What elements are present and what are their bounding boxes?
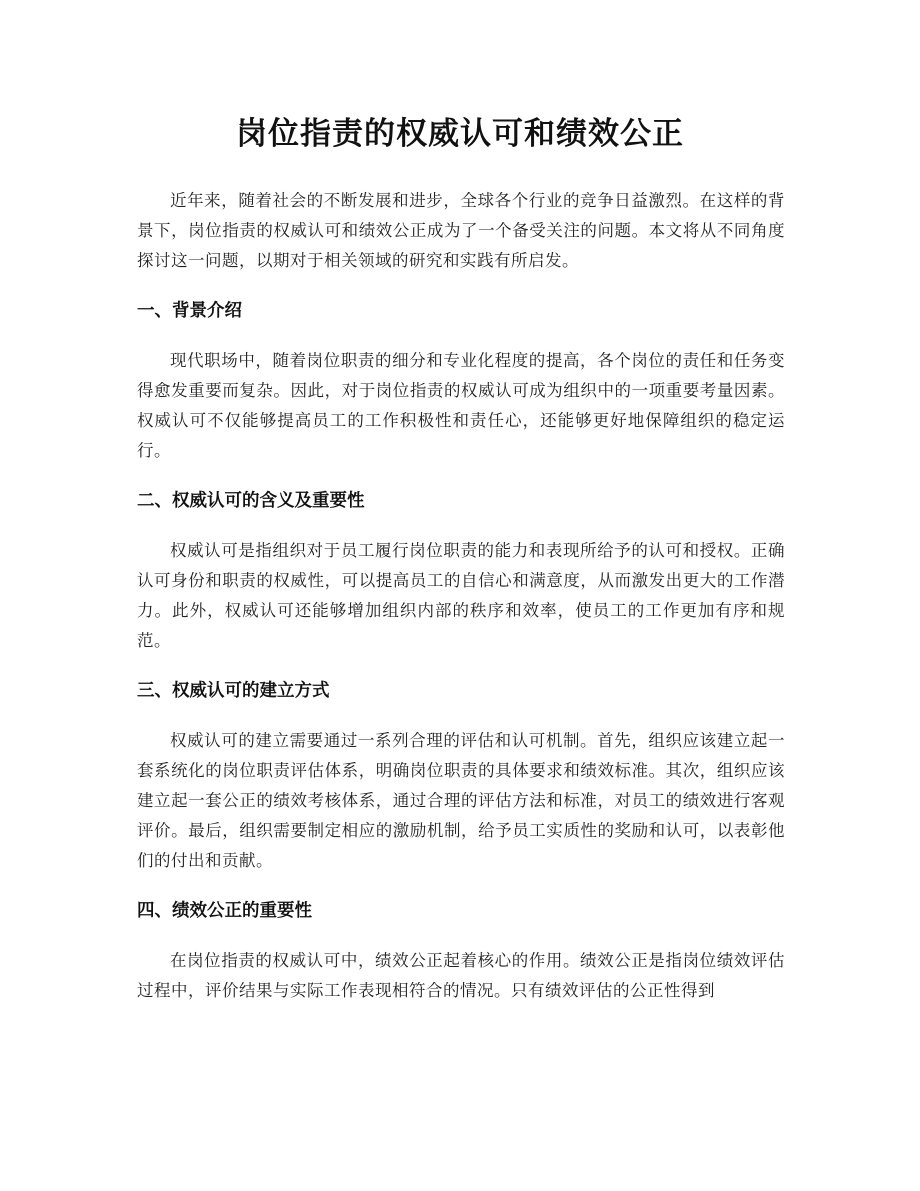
section-1-body: 现代职场中，随着岗位职责的细分和专业化程度的提高，各个岗位的责任和任务变得愈发重要而复杂。因此，对于岗位指责的权威认可成为组织中的一项重要考量因素。权威认可不仅能够提高员工的工作积极性和责任心，还能够更好地保障组织的稳定运行。 [137, 351, 785, 460]
section-4-body: 在岗位指责的权威认可中，绩效公正起着核心的作用。绩效公正是指岗位绩效评估过程中，评价结果与实际工作表现相符合的情况。只有绩效评估的公正性得到 [137, 951, 785, 1000]
section-1-heading: 一、背景介绍 [137, 301, 242, 321]
intro-paragraph: 近年来，随着社会的不断发展和进步，全球各个行业的竞争日益激烈。在这样的背景下，岗位指责的权威认可和绩效公正成为了一个备受关注的问题。本文将从不同角度探讨这一问题，以期对于相关领域的研究和实践有所启发。 [137, 191, 785, 270]
section-2-body: 权威认可是指组织对于员工履行岗位职责的能力和表现所给予的认可和授权。正确认可身份和职责的权威性，可以提高员工的自信心和满意度，从而激发出更大的工作潜力。此外，权威认可还能够增加组织内部的秩序和效率，使员工的工作更加有序和规范。 [137, 541, 785, 650]
document-body [137, 186, 785, 1006]
section-2-heading: 二、权威认可的含义及重要性 [137, 491, 365, 511]
section-4-heading: 四、绩效公正的重要性 [137, 901, 312, 921]
document-title: 岗位指责的权威认可和绩效公正 [236, 116, 684, 152]
section-3-body: 权威认可的建立需要通过一系列合理的评估和认可机制。首先，组织应该建立起一套系统化的岗位职责评估体系，明确岗位职责的具体要求和绩效标准。其次，组织应该建立起一套公正的绩效考核体系，通过合理的评估方法和标准，对员工的绩效进行客观评价。最后，组织需要制定相应的激励机制，给予员工实质性的奖励和认可，以表彰他们的付出和贡献。 [137, 731, 785, 870]
section-3-heading: 三、权威认可的建立方式 [137, 681, 330, 701]
